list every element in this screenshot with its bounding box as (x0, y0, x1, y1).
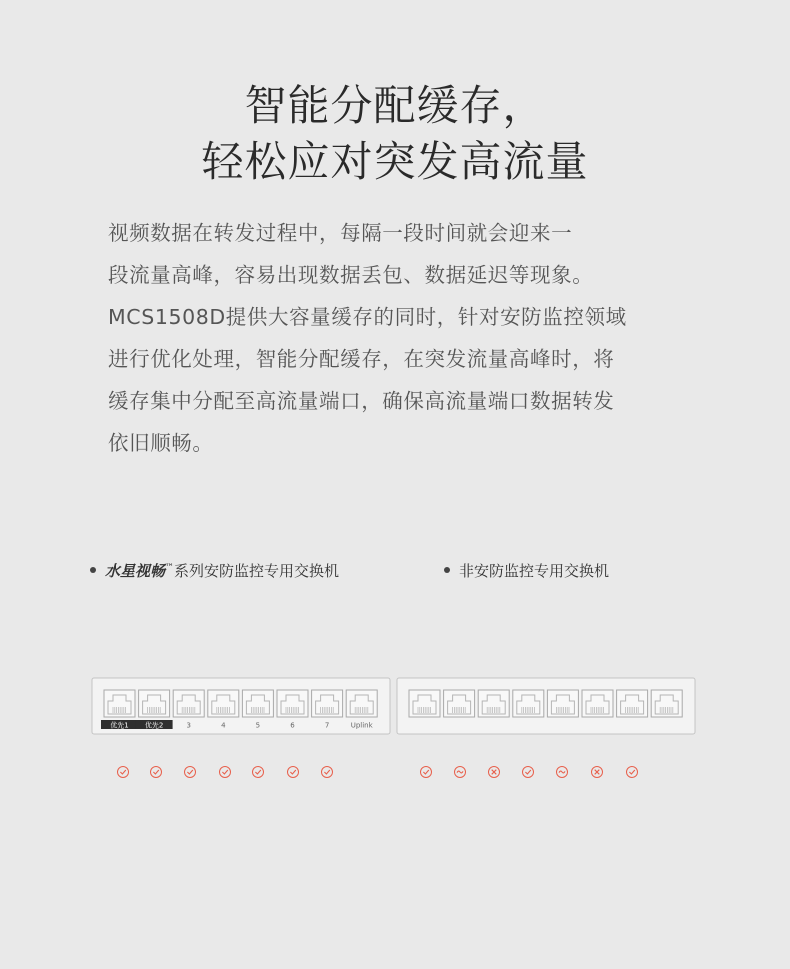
switch-body (397, 678, 695, 734)
check-icon (151, 767, 162, 778)
trademark-mark: ™ (165, 563, 175, 573)
switches (92, 678, 695, 734)
check-icon (185, 767, 196, 778)
ethernet-port-icon (444, 690, 475, 717)
ethernet-port-icon (312, 690, 343, 717)
ethernet-port-icon (547, 690, 578, 717)
ethernet-port-icon (277, 690, 308, 717)
description-line: 进行优化处理，智能分配缓存，在突发流量高峰时，将 (108, 347, 615, 371)
check-icon (421, 767, 432, 778)
page-title (0, 78, 790, 190)
ethernet-port-icon (242, 690, 273, 717)
legend-left-text: 系列安防监控专用交换机 (174, 562, 340, 580)
ethernet-port-icon (173, 690, 204, 717)
title-line-1: 智能分配缓存， (244, 81, 546, 130)
description-line: 缓存集中分配至高流量端口，确保高流量端口数据转发 (108, 389, 615, 413)
check-icon (627, 767, 638, 778)
title-line-2: 轻松应对突发高流量 (201, 137, 589, 186)
check-icon (523, 767, 534, 778)
description-line: MCS1508D提供大容量缓存的同时，针对安防监控领域 (108, 305, 627, 329)
check-icon (322, 767, 333, 778)
description-line: 视频数据在转发过程中，每隔一段时间就会迎来一 (108, 221, 573, 245)
description (108, 212, 688, 464)
legend-generic-switch (444, 560, 609, 581)
port-label: 4 (221, 721, 226, 730)
ethernet-port-icon (409, 690, 440, 717)
outgoing-lines (118, 734, 638, 852)
port-label: 7 (324, 721, 330, 730)
ethernet-port-icon (104, 690, 135, 717)
brand-name: 水星视畅 (105, 562, 166, 580)
incoming-lines (108, 598, 662, 678)
bullet-icon (90, 567, 96, 573)
description-line: 段流量高峰，容易出现数据丢包、数据延迟等现象。 (108, 263, 594, 287)
ethernet-port-icon (513, 690, 544, 717)
port-label: 6 (290, 721, 295, 730)
ethernet-port-icon (346, 690, 377, 717)
ethernet-port-icon (208, 690, 239, 717)
port-label: 3 (186, 721, 191, 730)
ethernet-port-icon (139, 690, 170, 717)
description-line: 依旧顺畅。 (108, 431, 214, 455)
ethernet-port-icon (617, 690, 648, 717)
priority-port-label: 优先1 (110, 721, 129, 730)
check-icon (118, 767, 129, 778)
port-label: Uplink (350, 721, 373, 730)
check-icon (220, 767, 231, 778)
legend-right-text: 非安防监控专用交换机 (459, 562, 610, 580)
check-icon (288, 767, 299, 778)
port-label: 5 (255, 721, 261, 730)
check-icon (253, 767, 264, 778)
traffic-diagram (0, 590, 790, 969)
ethernet-port-icon (651, 690, 682, 717)
priority-port-label: 优先2 (144, 721, 164, 730)
bullet-icon (444, 567, 450, 573)
legend-mercury-switch (90, 560, 339, 581)
ethernet-port-icon (478, 690, 509, 717)
ethernet-port-icon (582, 690, 613, 717)
